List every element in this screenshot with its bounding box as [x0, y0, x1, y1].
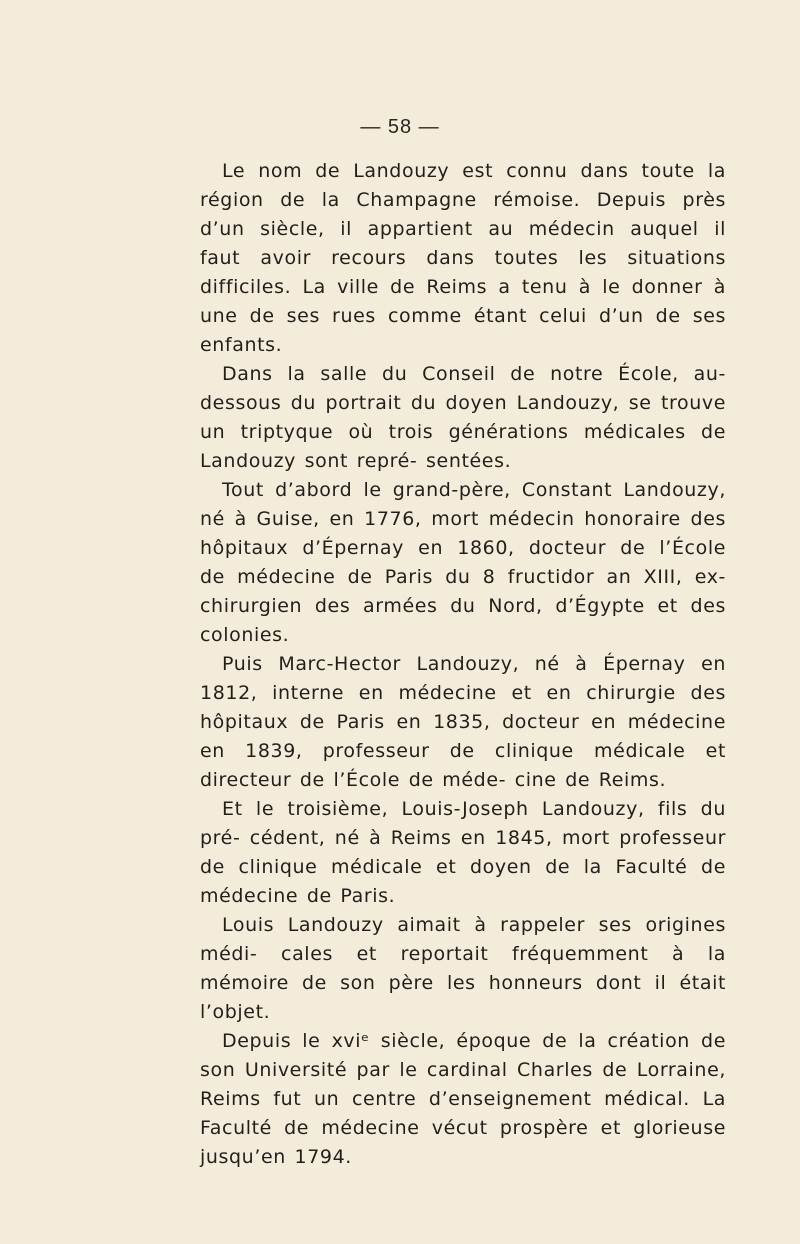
paragraph: Tout d’abord le grand-père, Constant Landouzy, né à Guise, en 1776, mort médecin honoraire des hôpitaux d’Épernay en 1860, docteur de l’École de médecine de Paris du 8 fructidor an XIII, ex-chirurgien des armées du Nord, d’Égypte et des colonies.: [200, 479, 726, 646]
paragraph: Et le troisième, Louis-Joseph Landouzy, fils du pré- cédent, né à Reims en 1845, mort professeur de clinique médicale et doyen de la Faculté de médecine de Paris.: [200, 798, 726, 907]
paragraph: Louis Landouzy aimait à rappeler ses origines médi- cales et reportait fréquemment à la mémoire de son père les honneurs dont il était l’objet.: [200, 914, 726, 1023]
page-number: — 58 —: [360, 116, 440, 138]
paragraph: Depuis le xviᵉ siècle, époque de la création de son Université par le cardinal Charles de Lorraine, Reims fut un centre d’enseignement médical. La Faculté de médecine vécut prospère et glorieuse jusqu’en 1794.: [200, 1030, 726, 1168]
paragraph: Dans la salle du Conseil de notre École, au-dessous du portrait du doyen Landouzy, se trouve un triptyque où trois générations médicales de Landouzy sont repré- sentées.: [200, 363, 726, 472]
paragraph: Le nom de Landouzy est connu dans toute la région de la Champagne rémoise. Depuis près d’un siècle, il appartient au médecin auquel il faut avoir recours dans toutes les situations difficiles. La ville de Reims a tenu à le donner à une de ses rues comme étant celui d’un de ses enfants.: [200, 160, 726, 356]
body-text: [200, 157, 726, 1172]
paragraph: Puis Marc-Hector Landouzy, né à Épernay en 1812, interne en médecine et en chirurgie des hôpitaux de Paris en 1835, docteur en médecine en 1839, professeur de clinique médicale et directeur de l’École de méde- cine de Reims.: [200, 653, 726, 791]
